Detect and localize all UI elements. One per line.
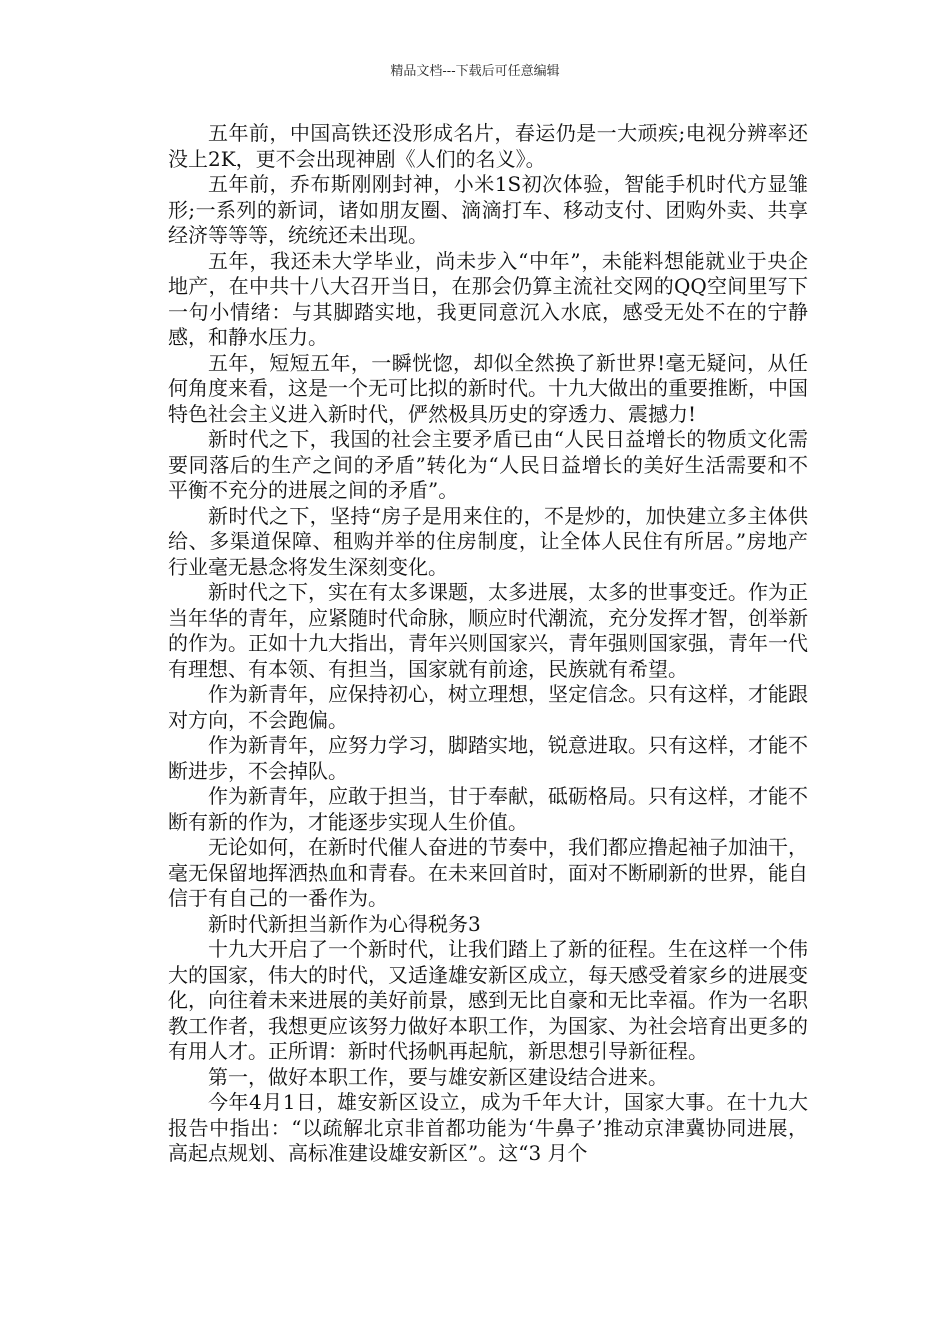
paragraph: 第一，做好本职工作，要与雄安新区建设结合进来。 xyxy=(208,1064,668,1089)
paragraph: 五年，我还未大学毕业，尚未步入“中年”，未能料想能就业于央企地产，在中共十八大召开当日，在那会仍算主流社交网的QQ空间里写下一句小情绪：与其脚踏实地，我更同意沉入水底，感受无处不在的宁静感，和静水压力。 xyxy=(168,248,808,349)
paragraph: 无论如何，在新时代催人奋进的节奏中，我们都应撸起袖子加油干，毫无保留地挥洒热血和青春。在未来回首时，面对不断刷新的世界，能自信于有自己的一番作为。 xyxy=(168,835,808,910)
paragraph: 五年前，乔布斯刚刚封神，小米1S初次体验，智能手机时代方显雏形;一系列的新词，诸如朋友圈、滴滴打车、移动支付、团购外卖、共享经济等等等，统统还未出现。 xyxy=(168,172,808,247)
paragraph: 作为新青年，应保持初心，树立理想，坚定信念。只有这样，才能跟对方向，不会跑偏。 xyxy=(168,682,808,732)
paragraph: 作为新青年，应努力学习，脚踏实地，锐意进取。只有这样，才能不断进步，不会掉队。 xyxy=(168,733,808,783)
paragraph: 新时代之下，坚持“房子是用来住的，不是炒的，加快建立多主体供给、多渠道保障、租购并举的住房制度，让全体人民住有所居。”房地产行业毫无悬念将发生深刻变化。 xyxy=(168,503,808,579)
paragraph: 五年前，中国高铁还没形成名片，春运仍是一大顽疾;电视分辨率还没上2K，更不会出现神剧《人们的名义》。 xyxy=(168,121,808,171)
section-heading: 新时代新担当新作为心得税务3 xyxy=(208,911,481,936)
paragraph: 作为新青年，应敢于担当，甘于奉献，砥砺格局。只有这样，才能不断有新的作为，才能逐步实现人生价值。 xyxy=(168,784,808,834)
paragraph: 十九大开启了一个新时代，让我们踏上了新的征程。生在这样一个伟大的国家，伟大的时代，又适逢雄安新区成立，每天感受着家乡的进展变化，向往着未来进展的美好前景，感到无比自豪和无比幸福。作为一名职教工作者，我想更应该努力做好本职工作，为国家、为社会培育出更多的有用人才。正所谓：新时代扬帆再起航，新思想引导新征程。 xyxy=(168,937,808,1063)
paragraph: 新时代之下，实在有太多课题，太多进展，太多的世事变迁。作为正当年华的青年，应紧随时代命脉，顺应时代潮流，充分发挥才智，创举新的作为。正如十九大指出，青年兴则国家兴，青年强则国家强，青年一代有理想、有本领、有担当，国家就有前途，民族就有希望。 xyxy=(168,580,808,681)
paragraph: 五年，短短五年，一瞬恍惚，却似全然换了新世界!毫无疑问，从任何角度来看，这是一个无可比拟的新时代。十九大做出的重要推断，中国特色社会主义进入新时代，俨然极具历史的穿透力、震撼力! xyxy=(168,350,808,426)
paragraph: 今年4月1日，雄安新区设立，成为千年大计，国家大事。在十九大报告中指出：“以疏解北京非首都功能为‘牛鼻子’推动京津冀协同进展，高起点规划、高标准建设雄安新区”。这“3 月个 xyxy=(168,1090,808,1165)
paragraph: 新时代之下，我国的社会主要矛盾已由“人民日益增长的物质文化需要同落后的生产之间的矛盾”转化为“人民日益增长的美好生活需要和不平衡不充分的进展之间的矛盾”。 xyxy=(168,427,808,502)
page-header-watermark: 精品文档---下载后可任意编辑 xyxy=(390,64,560,79)
document-body xyxy=(168,121,808,1167)
